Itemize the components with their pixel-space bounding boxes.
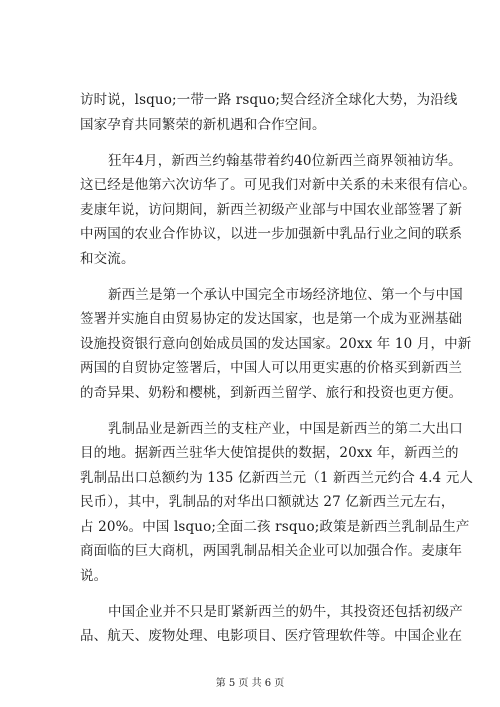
paragraph: [80, 283, 472, 406]
text-line: 这已经是他第六次访华了。可见我们对新中关系的未来很有信心。: [80, 177, 476, 193]
text-line: 占 20%。中国 lsquo;全面二孩 rsquo;政策是新西兰乳制品生产: [80, 518, 470, 535]
text-line: 商面临的巨大商机，两国乳制品相关企业可以加强合作。麦康年: [80, 543, 463, 559]
text-line: 中两国的农业合作协议，以进一步加强新中乳品行业之间的联系: [80, 226, 463, 242]
text-line: 两国的自贸协定签署后，中国人可以用更实惠的价格买到新西兰: [80, 360, 463, 376]
paragraph: [80, 88, 458, 137]
paragraph: [80, 149, 476, 272]
text-line: 国家孕育共同繁荣的新机遇和合作空间。: [80, 116, 326, 133]
text-line: 和交流。: [80, 250, 135, 267]
text-line: 乳制品业是新西兰的支柱产业，中国是新西兰的第二大出口: [108, 420, 463, 437]
text-line: 品、航天、废物处理、电影项目、医疗管理软件等。中国企业在: [80, 628, 463, 644]
text-line: 设施投资银行意向创始成员国的发达国家。20xx 年 10 月，中新: [80, 335, 472, 352]
text-line: 狂年4月，新西兰约翰基带着约40位新西兰商界领袖访华。: [108, 152, 462, 169]
text-line: 中国企业并不只是盯紧新西兰的奶牛，其投资还包括初级产: [108, 603, 463, 620]
text-line: 的奇异果、奶粉和樱桃，到新西兰留学、旅行和投资也更方便。: [80, 384, 463, 401]
paragraph: [80, 600, 463, 649]
text-line: 目的地。据新西兰驻华大使馆提供的数据，20xx 年，新西兰的: [80, 445, 459, 461]
text-line: 民币），其中，乳制品的对华出口额就达 27 亿新西兰元左右，: [80, 494, 455, 510]
text-line: 新西兰是第一个承认中国完全市场经济地位、第一个与中国: [108, 286, 463, 303]
text-line: 说。: [80, 567, 108, 584]
text-line: 乳制品出口总额约为 135 亿新西兰元（1 新西兰元约合 4.4 元人: [80, 469, 474, 486]
text-line: 麦康年说，访问期间，新西兰初级产业部与中国农业部签署了新: [80, 201, 463, 218]
page-number-footer: 第 5 页 共 6 页: [215, 678, 285, 689]
text-line: 签署并实施自由贸易协定的发达国家，也是第一个成为亚洲基础: [80, 311, 463, 327]
paragraph: [80, 417, 474, 589]
document-body: [80, 88, 476, 649]
text-line: 访时说，lsquo;一带一路 rsquo;契合经济全球化大势，为沿线: [80, 92, 458, 108]
